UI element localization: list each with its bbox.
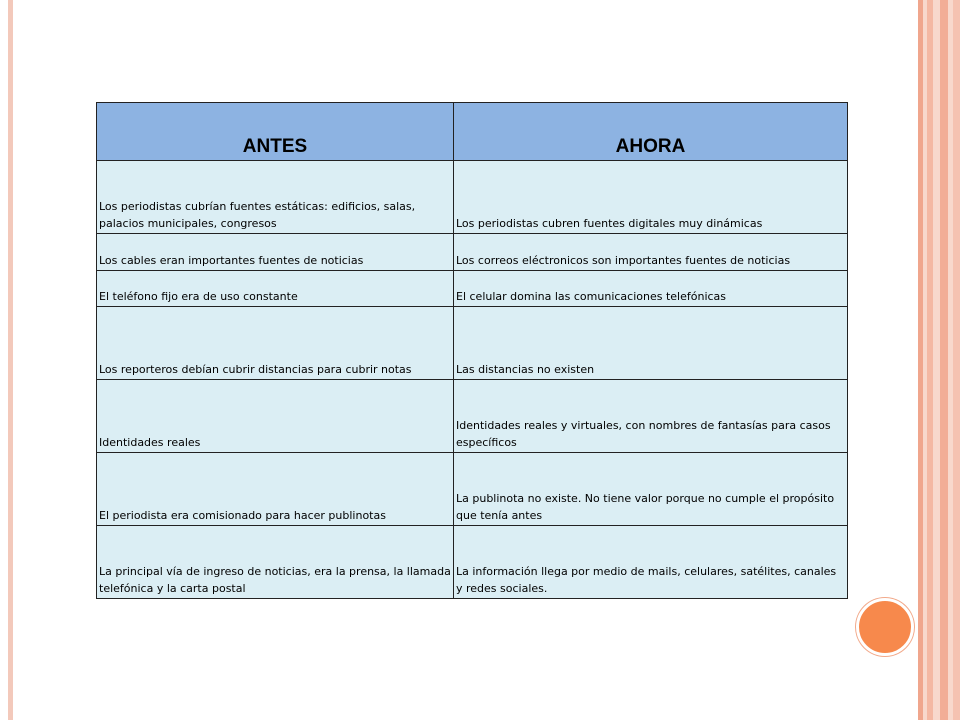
table-row xyxy=(97,234,848,271)
cell-ahora: Los correos eléctronicos son importantes fuentes de noticias xyxy=(454,234,848,271)
table-row xyxy=(97,526,848,599)
frame-stripe xyxy=(940,0,948,720)
comparison-table xyxy=(96,102,848,599)
header-row xyxy=(97,103,848,161)
cell-antes: Los cables eran importantes fuentes de noticias xyxy=(97,234,454,271)
cell-antes: Los periodistas cubrían fuentes estáticas: edificios, salas, palacios municipales, congresos xyxy=(97,161,454,234)
cell-antes: La principal vía de ingreso de noticias, era la prensa, la llamada telefónica y la carta postal xyxy=(97,526,454,599)
header-antes: ANTES xyxy=(97,103,454,161)
cell-ahora: La publinota no existe. No tiene valor porque no cumple el propósito que tenía antes xyxy=(454,453,848,526)
table-row xyxy=(97,307,848,380)
slide-frame-left xyxy=(8,0,13,720)
cell-antes: Los reporteros debían cubrir distancias para cubrir notas xyxy=(97,307,454,380)
frame-stripe xyxy=(953,0,960,720)
cell-antes: El teléfono fijo era de uso constante xyxy=(97,271,454,307)
cell-antes: El periodista era comisionado para hacer publinotas xyxy=(97,453,454,526)
cell-antes: Identidades reales xyxy=(97,380,454,453)
header-ahora: AHORA xyxy=(454,103,848,161)
decorative-circle xyxy=(856,598,914,656)
table-row xyxy=(97,161,848,234)
table-row xyxy=(97,453,848,526)
table-row xyxy=(97,380,848,453)
cell-ahora: Las distancias no existen xyxy=(454,307,848,380)
frame-stripe xyxy=(927,0,933,720)
cell-ahora: Los periodistas cubren fuentes digitales muy dinámicas xyxy=(454,161,848,234)
cell-ahora: La información llega por medio de mails, celulares, satélites, canales y redes sociales. xyxy=(454,526,848,599)
table-row xyxy=(97,271,848,307)
cell-ahora: Identidades reales y virtuales, con nombres de fantasías para casos específicos xyxy=(454,380,848,453)
cell-ahora: El celular domina las comunicaciones telefónicas xyxy=(454,271,848,307)
frame-stripe xyxy=(918,0,923,720)
